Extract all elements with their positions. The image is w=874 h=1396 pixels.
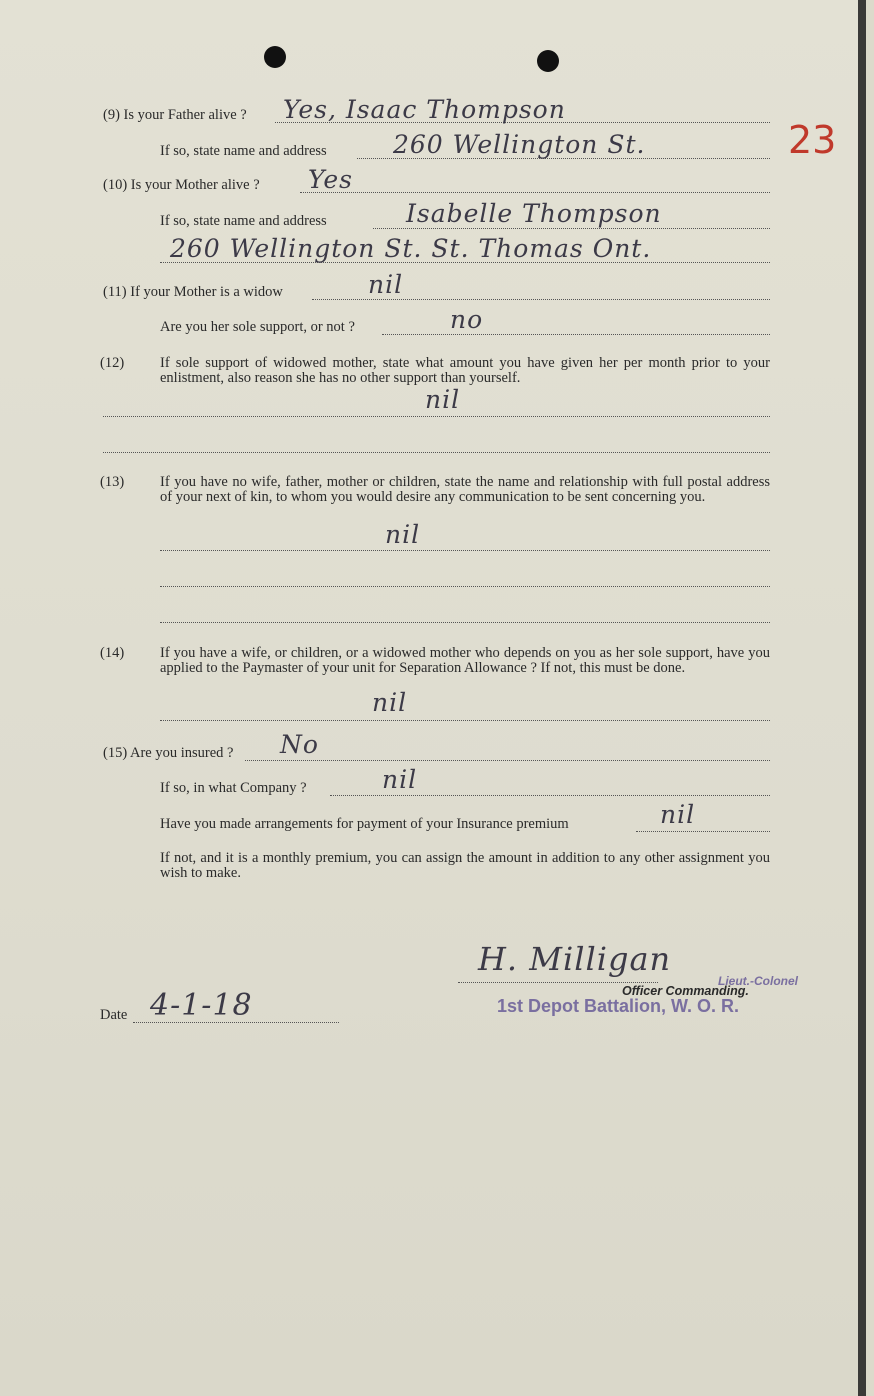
q11-sub-answer-line (382, 334, 770, 335)
q14-number: (14) (100, 645, 125, 661)
date-label: Date (100, 1007, 128, 1023)
q9-sub-label: If so, state name and address (160, 143, 327, 159)
q12-answer-line (103, 416, 770, 417)
q13-text: If you have no wife, father, mother or children, state the name and relationship with full postal address of your next of kin, to whom you would desire any communication to be sent concerning you. (160, 474, 770, 505)
q12-answer: nil (425, 385, 461, 414)
margin-mark: 23 (788, 118, 837, 162)
q10-sub-label: If so, state name and address (160, 213, 327, 229)
q10-sub-answer: Isabelle Thompson (406, 199, 662, 228)
q15-company-label: If so, in what Company ? (160, 780, 307, 796)
page-edge (858, 0, 866, 1396)
punch-hole-right (537, 50, 559, 72)
q13-answer-line-2 (160, 586, 770, 587)
q12-number: (12) (100, 355, 125, 371)
q11-sub-label: Are you her sole support, or not ? (160, 319, 355, 335)
q15-premium-line (636, 831, 770, 832)
q14-answer-line (160, 720, 770, 721)
q10-sub-answer-line (373, 228, 770, 229)
q9-question: (9) Is your Father alive ? (103, 107, 247, 123)
q14-answer: nil (372, 688, 408, 717)
q11-answer-line (312, 299, 770, 300)
q10-answer-line (300, 192, 770, 193)
stamp-rank: Lieut.-Colonel (718, 974, 798, 988)
unit-stamp: 1st Depot Battalion, W. O. R. (497, 996, 740, 1016)
q13-answer-line (160, 550, 770, 551)
q9-answer: Yes, Isaac Thompson (283, 95, 566, 124)
q12-text-block (100, 355, 770, 386)
q15-premium-answer: nil (660, 800, 696, 829)
q14-text: If you have a wife, or children, or a widowed mother who depends on you as her sole support, have you applied to the Paymaster of your unit for Separation Allowance ? If not, this must be done. (160, 645, 770, 676)
q10-sub-answer-line2: 260 Wellington St. St. Thomas Ont. (170, 234, 652, 263)
q15-company-answer: nil (382, 765, 418, 794)
q10-answer: Yes (308, 165, 353, 194)
officer-signature: H. Milligan (478, 940, 672, 978)
q11-sub-answer: no (450, 305, 484, 334)
q10-question: (10) Is your Mother alive ? (103, 177, 260, 193)
q15-answer-line (245, 760, 770, 761)
q12-text: If sole support of widowed mother, state what amount you have given her per month prior to your enlistment, also reason she has no other support than yourself. (160, 355, 770, 386)
officer-title: Officer Commanding. (622, 984, 749, 998)
q12-answer-line-2 (103, 452, 770, 453)
q14-text-block (100, 645, 770, 676)
q15-question: (15) Are you insured ? (103, 745, 234, 761)
q13-text-block (100, 474, 770, 505)
q11-question: (11) If your Mother is a widow (103, 284, 283, 300)
q13-answer: nil (385, 520, 421, 549)
q13-number: (13) (100, 474, 125, 490)
q15-company-line (330, 795, 770, 796)
q15-answer: No (280, 730, 319, 759)
q13-answer-line-3 (160, 622, 770, 623)
punch-hole-left (264, 46, 286, 68)
q9-sub-answer: 260 Wellington St. (393, 130, 646, 159)
date-value: 4-1-18 (150, 988, 253, 1023)
q11-answer: nil (368, 270, 404, 299)
q15-note: If not, and it is a monthly premium, you can assign the amount in addition to any other assignment you wish to make. (160, 850, 770, 881)
q15-premium-label: Have you made arrangements for payment of your Insurance premium (160, 816, 569, 832)
